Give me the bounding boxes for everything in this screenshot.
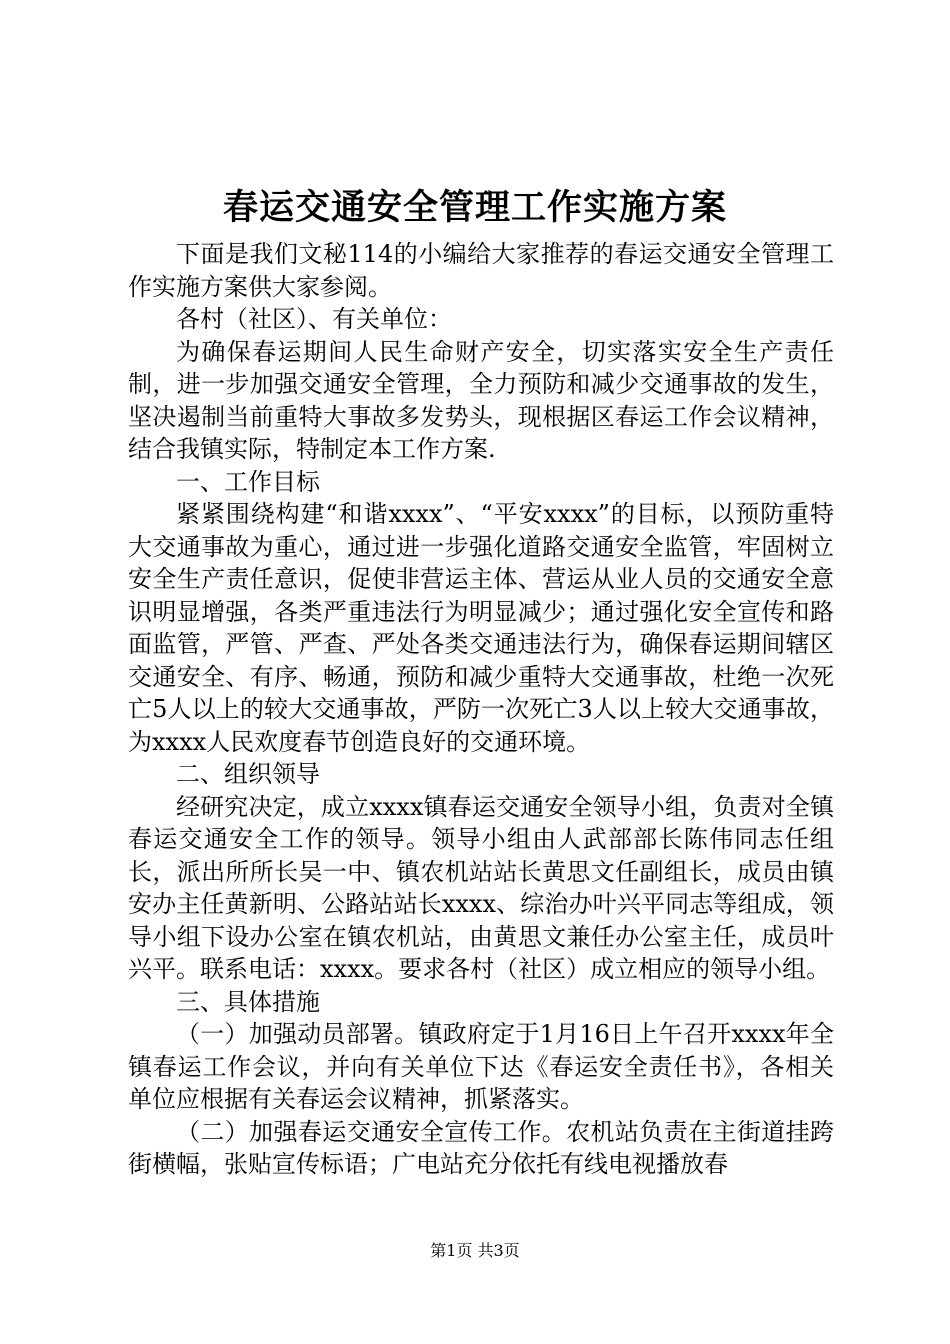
document-body	[128, 238, 834, 1181]
paragraph-measure-2: （二）加强春运交通安全宣传工作。农机站负责在主街道挂跨街横幅，张贴宣传标语；广电站充分依托有线电视播放春	[128, 1117, 834, 1178]
paragraph-salutation: 各村（社区）、有关单位：	[176, 305, 452, 333]
section-heading-leadership: 二、组织领导	[176, 760, 320, 788]
page-number-footer: 第1页 共3页	[430, 1241, 520, 1260]
paragraph-leadership: 经研究决定，成立xxxx镇春运交通安全领导小组，负责对全镇春运交通安全工作的领导。领导小组由人武部部长陈伟同志任组长，派出所所长吴一中、镇农机站站长黄思文任副组长，成员由镇安办主任黄新明、公路站站长xxxx、综治办叶兴平同志等组成，领导小组下设办公室在镇农机站，由黄思文兼任办公室主任，成员叶兴平。联系电话：xxxx。要求各村（社区）成立相应的领导小组。	[128, 792, 834, 983]
paragraph-goals: 紧紧围绕构建“和谐xxxx”、“平安xxxx”的目标，以预防重特大交通事故为重心，通过进一步强化道路交通安全监管，牢固树立安全生产责任意识，促使非营运主体、营运从业人员的交通安全意识明显增强，各类严重违法行为明显减少；通过强化安全宣传和路面监管，严管、严查、严处各类交通违法行为，确保春运期间辖区交通安全、有序、畅通，预防和减少重特大交通事故，杜绝一次死亡5人以上的较大交通事故，严防一次死亡3人以上较大交通事故，为xxxx人民欢度春节创造良好的交通环境。	[128, 500, 834, 756]
paragraph-measure-1: （一）加强动员部署。镇政府定于1月16日上午召开xxxx年全镇春运工作会议，并向有关单位下达《春运安全责任书》，各相关单位应根据有关春运会议精神，抓紧落实。	[128, 1020, 834, 1113]
paragraph-purpose: 为确保春运期间人民生命财产安全，切实落实安全生产责任制，进一步加强交通安全管理，全力预防和减少交通事故的发生，坚决遏制当前重特大事故多发势头，现根据区春运工作会议精神，结合我镇实际，特制定本工作方案.	[128, 337, 834, 463]
section-heading-measures: 三、具体措施	[176, 987, 320, 1016]
section-heading-goals: 一、工作目标	[176, 467, 320, 496]
paragraph-intro: 下面是我们文秘114的小编给大家推荐的春运交通安全管理工作实施方案供大家参阅。	[128, 240, 834, 301]
document-title: 春运交通安全管理工作实施方案	[222, 187, 727, 228]
